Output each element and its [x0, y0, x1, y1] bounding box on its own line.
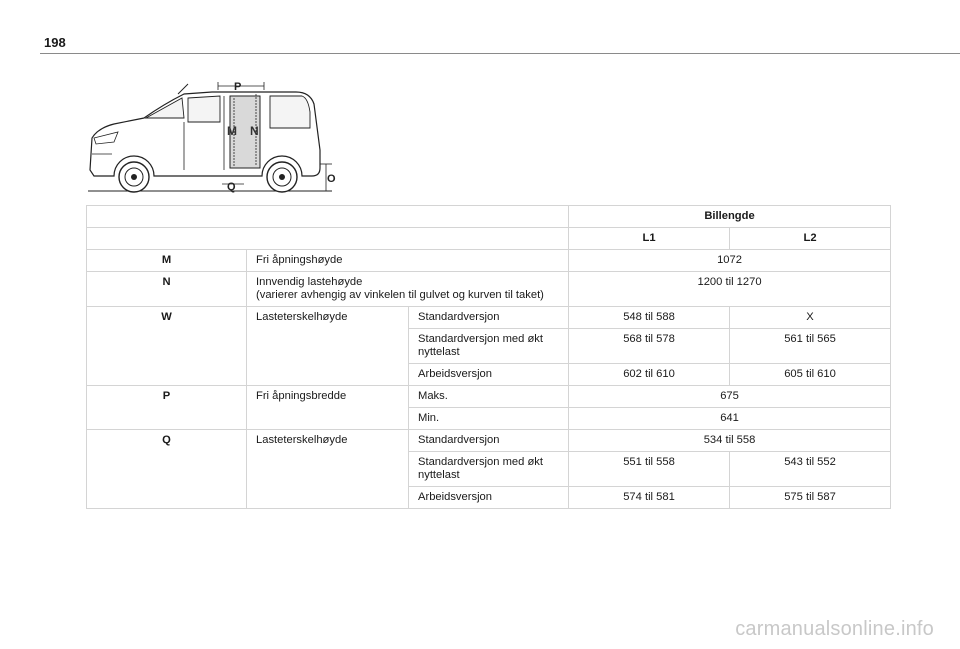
variant-line: nyttelast: [418, 469, 460, 481]
row-description: Fri åpningsbredde: [247, 386, 409, 430]
value-l2: 575 til 587: [730, 487, 891, 509]
row-value: 534 til 558: [569, 430, 891, 452]
watermark: carmanualsonline.info: [735, 618, 934, 640]
table-row: [87, 272, 891, 307]
row-key: M: [87, 250, 247, 272]
row-description: Lasteterskelhøyde: [247, 307, 409, 386]
row-value: 1072: [569, 250, 891, 272]
variant-label: [409, 329, 569, 364]
row-description: [247, 272, 569, 307]
value-l1: 568 til 578: [569, 329, 730, 364]
table-row: [87, 430, 891, 452]
variant-label: Standardversjon: [409, 307, 569, 329]
label-o: O: [327, 173, 336, 185]
table-header-row: [87, 206, 891, 228]
variant-label: Min.: [409, 408, 569, 430]
table-header-row: [87, 228, 891, 250]
value-l2: 561 til 565: [730, 329, 891, 364]
label-p: P: [234, 81, 242, 93]
value-l1: 551 til 558: [569, 452, 730, 487]
variant-label: Arbeidsversjon: [409, 364, 569, 386]
header-rule: [40, 53, 960, 54]
variant-label: Standardversjon: [409, 430, 569, 452]
row-key: N: [87, 272, 247, 307]
row-description: Lasteterskelhøyde: [247, 430, 409, 509]
label-q: Q: [227, 181, 236, 193]
value-l1: 548 til 588: [569, 307, 730, 329]
row-description: Fri åpningshøyde: [247, 250, 569, 272]
table-row: [87, 250, 891, 272]
header-l1: L1: [569, 228, 730, 250]
variant-line: Standardversjon med økt: [418, 333, 543, 345]
row-value: 1200 til 1270: [569, 272, 891, 307]
table-row: [87, 307, 891, 329]
dimension-table: [86, 205, 891, 509]
row-value: 641: [569, 408, 891, 430]
value-l2: 605 til 610: [730, 364, 891, 386]
desc-line: Innvendig lastehøyde: [256, 276, 363, 288]
value-l2: 543 til 552: [730, 452, 891, 487]
row-value: 675: [569, 386, 891, 408]
variant-label: Arbeidsversjon: [409, 487, 569, 509]
van-dimension-diagram: [84, 72, 344, 202]
label-m: M: [227, 124, 237, 138]
variant-label: Maks.: [409, 386, 569, 408]
value-l1: 602 til 610: [569, 364, 730, 386]
variant-label: [409, 452, 569, 487]
header-billengde: Billengde: [569, 206, 891, 228]
header-l2: L2: [730, 228, 891, 250]
desc-line: (varierer avhengig av vinkelen til gulvet og kurven til taket): [256, 289, 544, 301]
value-l2: X: [730, 307, 891, 329]
variant-line: nyttelast: [418, 346, 460, 358]
label-n: N: [250, 124, 259, 138]
row-key: P: [87, 386, 247, 430]
variant-line: Standardversjon med økt: [418, 456, 543, 468]
table-row: [87, 386, 891, 408]
row-key: Q: [87, 430, 247, 509]
page-number: 198: [44, 35, 66, 50]
row-key: W: [87, 307, 247, 386]
value-l1: 574 til 581: [569, 487, 730, 509]
